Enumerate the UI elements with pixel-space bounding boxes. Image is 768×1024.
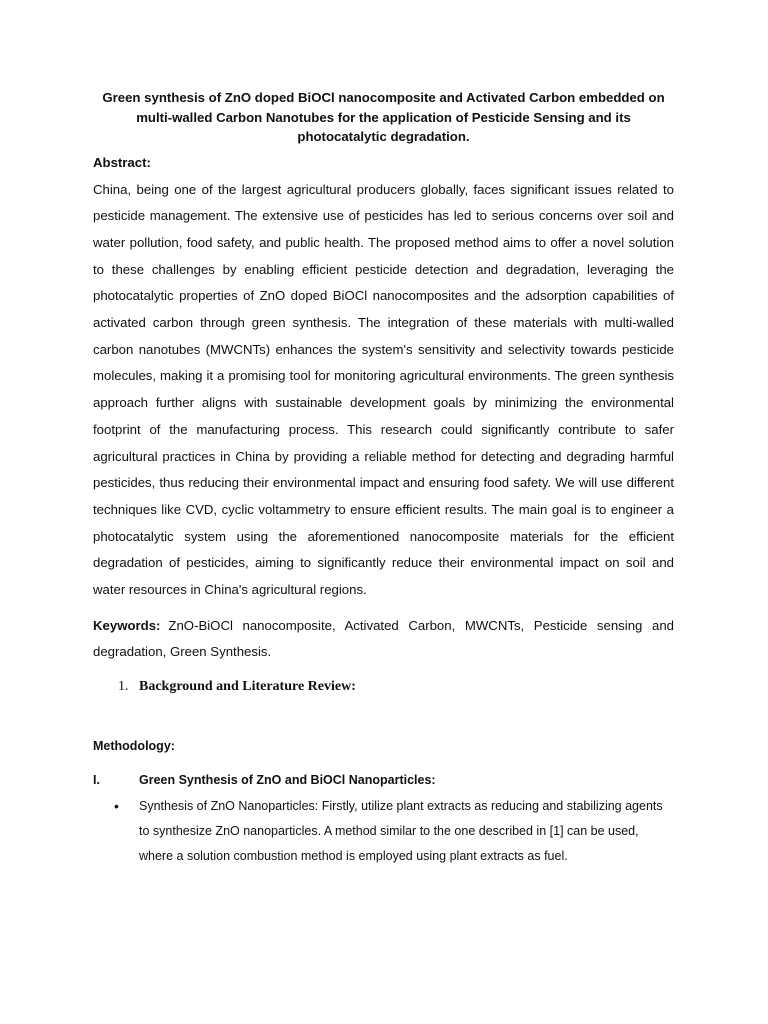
bullet-marker: • bbox=[114, 798, 119, 815]
subsection-heading-green-synthesis bbox=[93, 771, 674, 789]
methodology-heading: Methodology: bbox=[93, 739, 175, 754]
bullet-text: Synthesis of ZnO Nanoparticles: Firstly, utilize plant extracts as reducing and stabilizing agents to synthesize ZnO nanoparticles. A method similar to the one described in [1] can be used, where a solution combustion method is employed using plant extracts as fuel. bbox=[139, 799, 663, 863]
abstract-paragraph: China, being one of the largest agricultural producers globally, faces significant issues related to pesticide management. The extensive use of pesticides has led to serious concerns over soil and water pollution, food safety, and public health. The proposed method aims to offer a novel solution to these challenges by enabling efficient pesticide detection and degradation, leveraging the photocatalytic properties of ZnO doped BiOCl nanocomposites and the adsorption capabilities of activated carbon through green synthesis. The integration of these materials with multi-walled carbon nanotubes (MWCNTs) enhances the system's sensitivity and selectivity towards pesticide molecules, making it a promising tool for monitoring agricultural environments. The green synthesis approach further aligns with sustainable development goals by minimizing the environmental footprint of the manufacturing process. This research could significantly contribute to safer agricultural practices in China by providing a reliable method for detecting and degrading harmful pesticides, thus reducing their environmental impact and ensuring food safety. We will use different techniques like CVD, cyclic voltammetry to ensure efficient results. The main goal is to engineer a photocatalytic system using the aforementioned nanocomposite materials for the efficient degradation of pesticides, aiming to significantly reduce their environmental impact on soil and water resources in China's agricultural regions. bbox=[93, 181, 674, 598]
keywords-text: ZnO-BiOCl nanocomposite, Activated Carbon, MWCNTs, Pesticide sensing and degradation, Green Synthesis. bbox=[93, 617, 674, 660]
list-item bbox=[93, 794, 674, 868]
keywords-label: Keywords: bbox=[93, 617, 161, 633]
section-number: 1. bbox=[118, 679, 129, 695]
document-content bbox=[93, 88, 674, 869]
subsection-title: Green Synthesis of ZnO and BiOCl Nanoparticles: bbox=[139, 773, 436, 788]
abstract-heading: Abstract: bbox=[93, 154, 151, 170]
paper-title: Green synthesis of ZnO doped BiOCl nanocomposite and Activated Carbon embedded on multi-walled Carbon Nanotubes for the application of Pesticide Sensing and its photocatalytic degradation. bbox=[102, 90, 665, 144]
subsection-numeral: I. bbox=[93, 773, 100, 788]
section-heading-background bbox=[118, 677, 674, 697]
keywords-line bbox=[93, 613, 674, 666]
bullet-list bbox=[93, 794, 674, 868]
section-title: Background and Literature Review: bbox=[139, 679, 356, 695]
